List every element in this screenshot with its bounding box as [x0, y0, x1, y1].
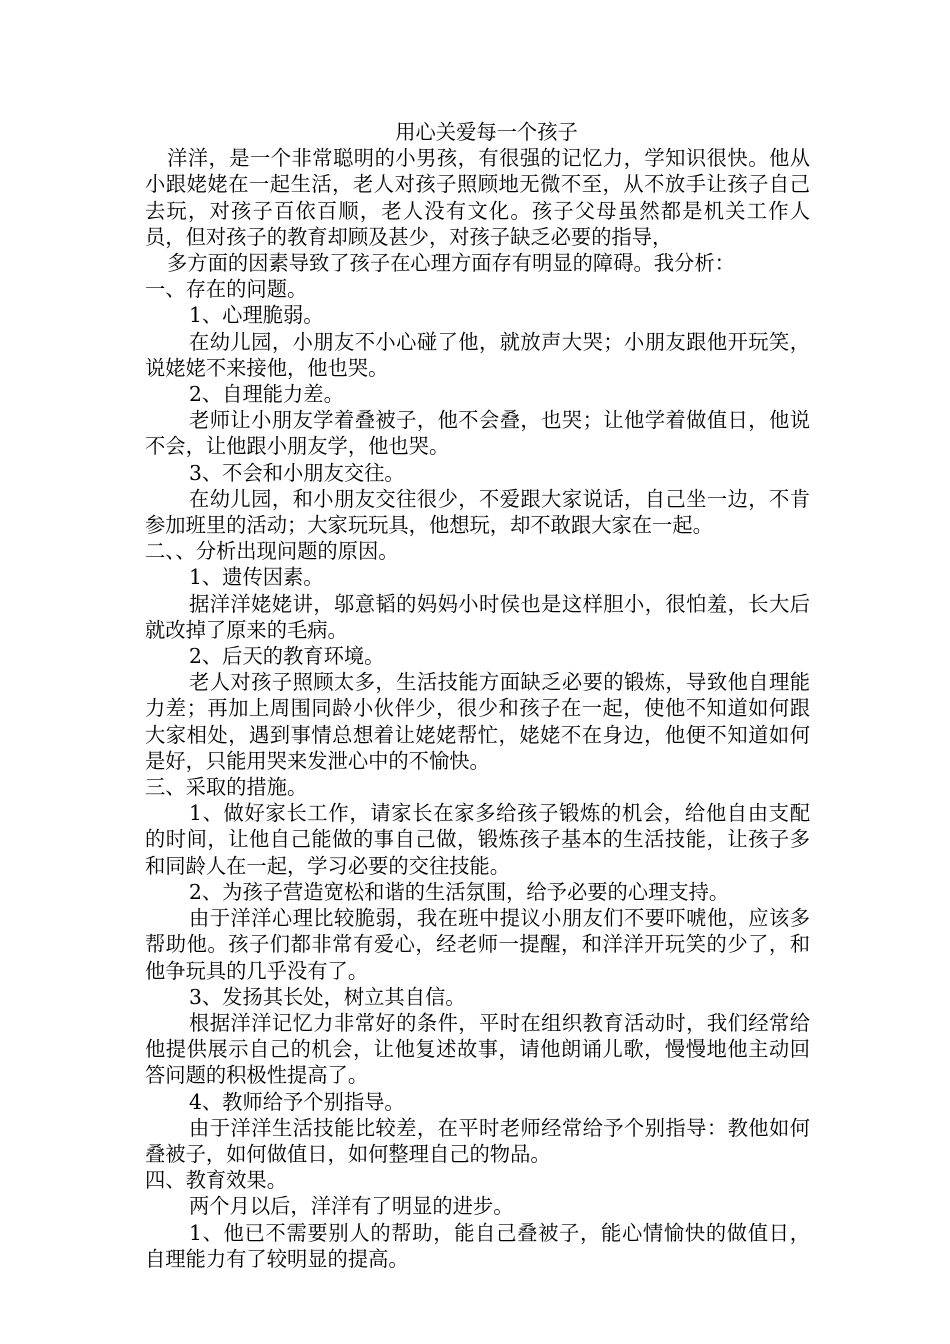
- paragraph: 在幼儿园，和小朋友交往很少，不爱跟大家说话，自己坐一边，不肯参加班里的活动；大家玩玩具，他想玩，却不敢跟大家在一起。: [145, 486, 810, 538]
- section-heading: 三、采取的措施。: [145, 775, 308, 800]
- subheading: 1、遗传因素。: [189, 565, 324, 590]
- paragraph: 由于洋洋心理比较脆弱，我在班中提议小朋友们不要吓唬他，应该多帮助他。孩子们都非常有爱心，经老师一提醒，和洋洋开玩笑的少了，和他争玩具的几乎没有了。: [145, 906, 810, 983]
- subheading: 3、发扬其长处，树立其自信。: [189, 984, 466, 1009]
- subheading: 2、自理能力差。: [189, 382, 344, 407]
- paragraph: 据洋洋姥姥讲，邬意韬的妈妈小时侯也是这样胆小，很怕羞，长大后就改掉了原来的毛病。: [145, 591, 810, 642]
- document-page: [145, 119, 810, 1272]
- paragraph: 根据洋洋记忆力非常好的条件，平时在组织教育活动时，我们经常给他提供展示自己的机会，让他复述故事，请他朗诵儿歌，慢慢地他主动回答问题的积极性提高了。: [145, 1010, 810, 1088]
- paragraph: 1、他已不需要别人的帮助，能自己叠被子，能心情愉快的做值日，自理能力有了较明显的提高。: [145, 1220, 810, 1271]
- paragraph: 在幼儿园，小朋友不小心碰了他，就放声大哭；小朋友跟他开玩笑，说姥姥不来接他，他也哭。: [145, 329, 810, 380]
- paragraph: 老师让小朋友学着叠被子，他不会叠，也哭；让他学着做值日，他说不会，让他跟小朋友学，他也哭。: [145, 408, 810, 459]
- subheading: 2、为孩子营造宽松和谐的生活氛围，给予必要的心理支持。: [189, 879, 730, 904]
- section-heading: 一、存在的问题。: [145, 277, 308, 302]
- section-heading: 二、、分析出现问题的原因。: [145, 539, 399, 564]
- subheading: 4、教师给予个别指导。: [189, 1089, 405, 1114]
- paragraph: 洋洋，是一个非常聪明的小男孩，有很强的记忆力，学知识很快。他从小跟姥姥在一起生活，老人对孩子照顾地无微不至，从不放手让孩子自己去玩，对孩子百依百顺，老人没有文化。孩子父母虽然都是机关工作人员，但对孩子的教育却顾及甚少，对孩子缺乏必要的指导，: [145, 146, 810, 249]
- paragraph: 两个月以后，洋洋有了明显的进步。: [189, 1194, 514, 1219]
- paragraph: 由于洋洋生活技能比较差，在平时老师经常给予个别指导：教他如何叠被子，如何做值日，如何整理自己的物品。: [145, 1115, 810, 1166]
- paragraph: 多方面的因素导致了孩子在心理方面存有明显的障碍。我分析：: [167, 251, 735, 276]
- section-heading: 四、教育效果。: [145, 1168, 287, 1193]
- subheading: 3、不会和小朋友交往。: [189, 460, 405, 485]
- document-title: 用心关爱每一个孩子: [395, 120, 578, 144]
- subheading: 2、后天的教育环境。: [189, 644, 385, 669]
- subheading: 1、心理脆弱。: [189, 303, 324, 328]
- paragraph: 老人对孩子照顾太多，生活技能方面缺乏必要的锻炼，导致他自理能力差；再加上周围同龄小伙伴少，很少和孩子在一起，使他不知道如何跟大家相处，遇到事情总想着让姥姥帮忙，姥姥不在身边，他便不知道如何是好，只能用哭来发泄心中的不愉快。: [145, 670, 810, 773]
- paragraph: 1、做好家长工作，请家长在家多给孩子锻炼的机会，给他自由支配的时间，让他自己能做的事自己做，锻炼孩子基本的生活技能，让孩子多和同龄人在一起，学习必要的交往技能。: [145, 801, 810, 878]
